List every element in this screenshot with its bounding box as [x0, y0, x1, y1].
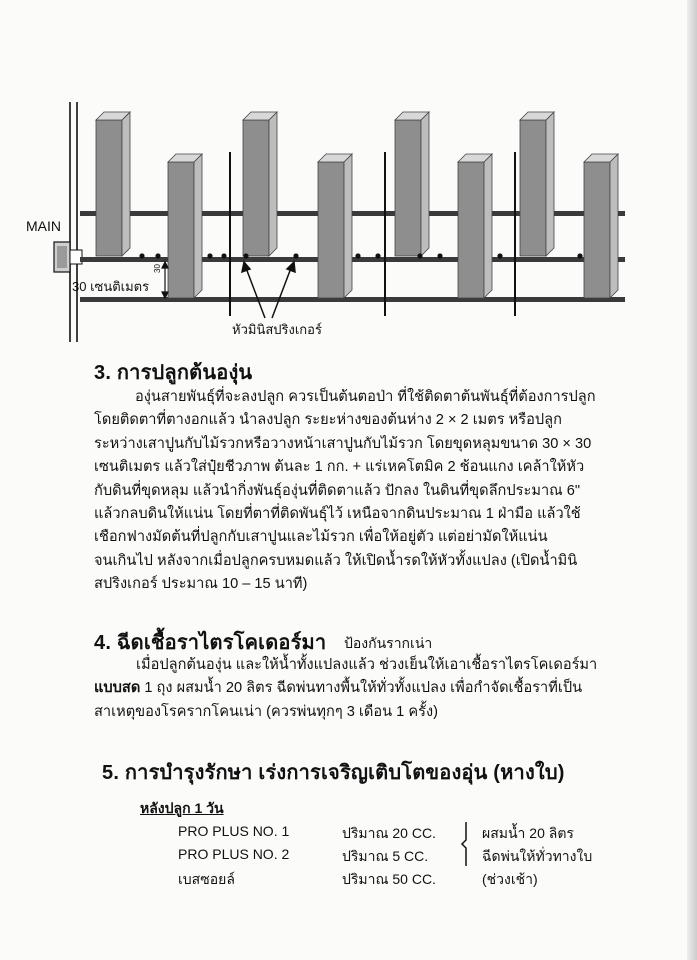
- sprinkler-head: [207, 253, 212, 258]
- brace-path: [462, 822, 466, 866]
- pointer-arrowhead-left: [242, 262, 250, 272]
- main-label: MAIN: [26, 218, 61, 234]
- sprinkler-head: [243, 253, 248, 258]
- section4-paragraph: [94, 654, 634, 724]
- pillar-front: [318, 162, 344, 298]
- pillar-side: [194, 154, 202, 298]
- pillar-side: [610, 154, 618, 298]
- section3-line: กับดินที่ขุดหลุม แล้วนำกิ่งพันธุ์องุ่นที่ติดตาแล้ว ปักลง ในดินที่ขุดลึกประมาณ 6": [94, 482, 581, 499]
- mix-note: ผสมน้ำ 20 ลิตร: [482, 825, 574, 841]
- concrete-pillar: [520, 112, 554, 256]
- sprinkler-head: [355, 253, 360, 258]
- section3-line: โดยติดตาที่ตางอกแล้ว นำลงปลูก ระยะห่างของต้นห่าง 2 × 2 เมตร หรือปลูก: [94, 412, 562, 429]
- product-name: PRO PLUS NO. 1: [178, 823, 290, 839]
- section4-heading: 4. ฉีดเชื้อราไตรโคเดอร์มา: [94, 632, 327, 654]
- dimension-marker: [162, 262, 168, 298]
- dimension-mark: 30: [153, 264, 162, 273]
- distance-label: 30 เซนติเมตร: [72, 279, 150, 294]
- vineyard-layout-diagram: [0, 0, 697, 350]
- pillar-front: [520, 120, 546, 256]
- pillar-side: [421, 112, 429, 256]
- section4-line: สาเหตุของโรครากโคนเน่า (ควรพ่นทุกๆ 3 เดือน 1 ครั้ง): [94, 703, 438, 720]
- sprinkler-head: [155, 253, 160, 258]
- pillar-front: [458, 162, 484, 298]
- sprinkler-head: [577, 253, 582, 258]
- after-planting-label: หลังปลูก 1 วัน: [140, 800, 224, 816]
- section3-line: เซนติเมตร แล้วใส่ปุ๋ยชีวภาพ ต้นละ 1 กก. + แร่เหคโตมิค 2 ช้อนแกง เคล้าให้หัว: [94, 459, 585, 476]
- sprinkler-head: [139, 253, 144, 258]
- water-pipe-rail: [80, 257, 625, 262]
- concrete-pillar: [96, 112, 130, 256]
- time-note: (ช่วงเช้า): [482, 871, 538, 887]
- concrete-pillar: [395, 112, 429, 256]
- sprinkler-head: [375, 253, 380, 258]
- section3-line: จนเกินไป หลังจากเมื่อปลูกครบหมดแล้ว ให้เปิดน้ำรดให้หัวทั้งแปลง (เปิดน้ำมินิ: [94, 552, 578, 569]
- section4-line-rest: 1 ถุง ผสมน้ำ 20 ลิตร ฉีดพ่นทางพื้นให้ทั่วทั้งแปลง เพื่อกำจัดเชื้อราที่เป็น: [140, 680, 583, 697]
- concrete-pillar: [458, 154, 492, 298]
- sprinkler-label: หัวมินิสปริงเกอร์: [232, 322, 322, 337]
- section4-line: เมื่อปลูกต้นองุ่น และให้น้ำทั้งแปลงแล้ว ช่วงเย็นให้เอาเชื้อราไตรโคเดอร์มา: [136, 657, 598, 673]
- section4-subheading: ป้องกันรากเน่า: [344, 635, 433, 651]
- pillar-front: [395, 120, 421, 256]
- section3-line: องุ่นสายพันธุ์ที่จะลงปลูก ควรเป็นต้นตอป่า ที่ใช้ติดตาต้นพันธุ์ที่ต้องการปลูก: [135, 389, 596, 405]
- pointer-arrowhead-right: [287, 262, 295, 272]
- product-amount: ปริมาณ 20 CC.: [342, 825, 436, 841]
- pillar-side: [546, 112, 554, 256]
- section3-line: สปริงเกอร์ ประมาณ 10 – 15 นาที): [94, 576, 308, 593]
- section5-heading: 5. การบำรุงรักษา เร่งการเจริญเติบโตของอุ่น (หางใบ): [102, 762, 565, 784]
- pointer-arrow-left: [246, 268, 265, 318]
- pillar-side: [122, 112, 130, 256]
- sprinkler-head: [497, 253, 502, 258]
- pillar-front: [96, 120, 122, 256]
- product-name: เบสซอยล์: [178, 871, 235, 887]
- concrete-pillar: [584, 154, 618, 298]
- pillar-front: [584, 162, 610, 298]
- valve-box-fill: [57, 246, 67, 268]
- sprinkler-head: [437, 253, 442, 258]
- pillar-front: [168, 162, 194, 298]
- product-amount: ปริมาณ 50 CC.: [342, 871, 436, 887]
- pillar-side: [484, 154, 492, 298]
- concrete-pillars: [96, 112, 618, 298]
- section3-heading: 3. การปลูกต้นองุ่น: [94, 362, 253, 384]
- section3-line: แล้วกลบดินให้แน่น โดยที่ตาที่ติดพันธุ์ไว้ เหนือจากดินประมาณ 1 ฝ่ามือ แล้วใช้: [94, 506, 581, 523]
- sprinkler-head: [221, 253, 226, 258]
- section4-line: [94, 677, 634, 700]
- product-amount: ปริมาณ 5 CC.: [342, 848, 429, 864]
- section3-line: เชือกฟางมัดต้นที่ปลูกกับเสาปูนและไม้รวก เพื่อให้อยู่ตัว แต่อย่ามัดให้แน่น: [94, 529, 548, 546]
- section3-line: ระหว่างเสาปูนกับไม้รวกหรือวางหน้าเสาปูนกับไม้รวก โดยขุดหลุมขนาด 30 × 30: [94, 435, 592, 452]
- pillar-side: [269, 112, 277, 256]
- spray-note: ฉีดพ่นให้ทั่วทางใบ: [482, 848, 593, 864]
- pointer-arrow-right: [272, 268, 291, 318]
- pillar-side: [344, 154, 352, 298]
- pillar-front: [243, 120, 269, 256]
- section3-paragraph: [94, 386, 634, 597]
- sprinkler-head: [417, 253, 422, 258]
- concrete-pillar: [243, 112, 277, 256]
- concrete-pillar: [318, 154, 352, 298]
- grouping-brace: [460, 820, 480, 868]
- wire-rail-bottom: [80, 297, 625, 302]
- dimension-arrow-up: [162, 262, 168, 268]
- sprinkler-pointer-arrows: [242, 262, 295, 318]
- sprinkler-head: [293, 253, 298, 258]
- product-name: PRO PLUS NO. 2: [178, 846, 290, 862]
- concrete-pillar: [168, 154, 202, 298]
- section4-bold-text: แบบสด: [94, 680, 141, 697]
